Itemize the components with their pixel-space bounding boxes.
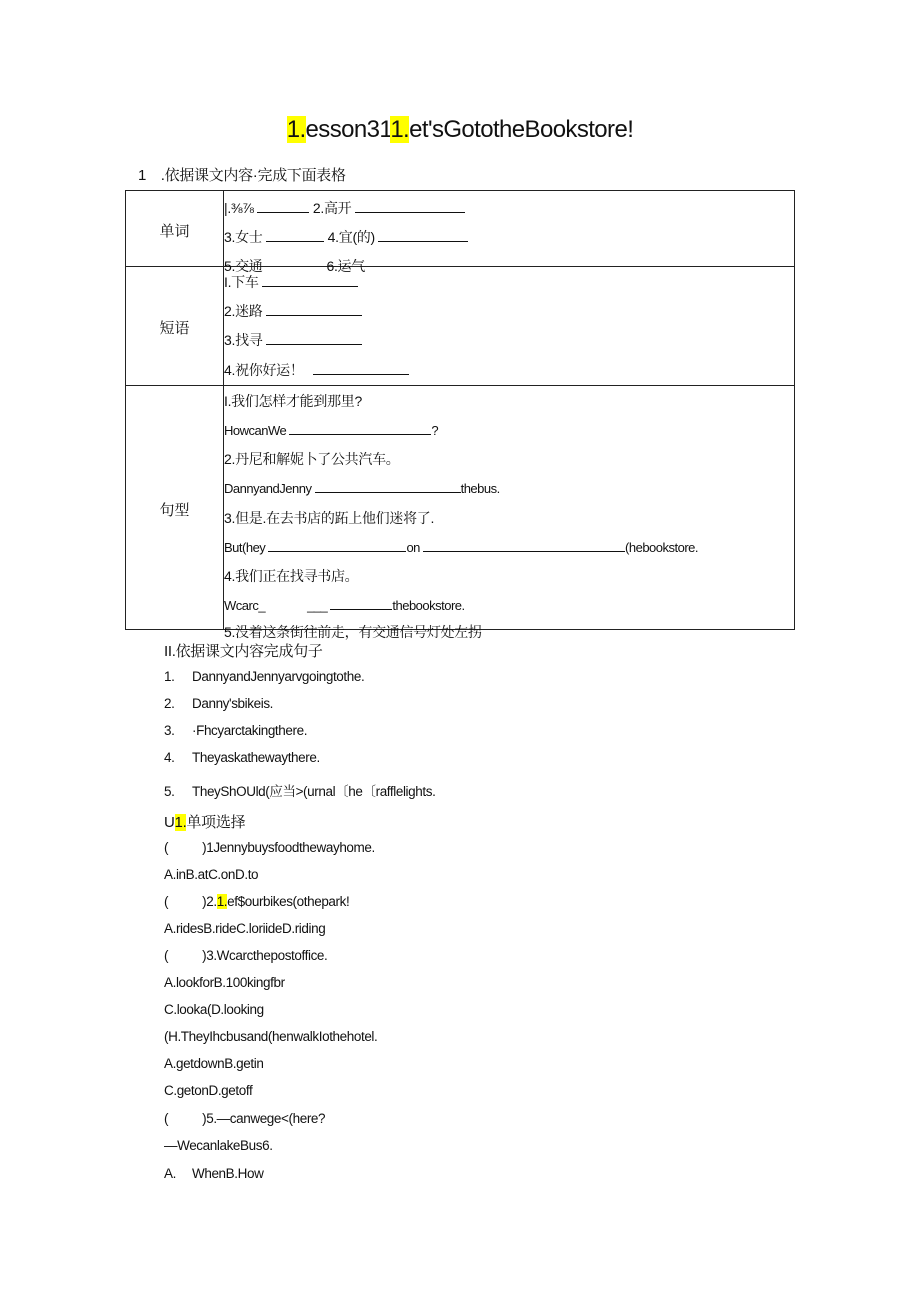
question-highlight: 1.: [216, 894, 228, 909]
sentence-en-2: [224, 480, 500, 496]
section3-heading: [164, 811, 245, 832]
phrase-line-1: [224, 272, 358, 292]
answer-blank[interactable]: [330, 597, 392, 610]
page-title: [0, 116, 920, 144]
sentence-en-3: [224, 539, 698, 555]
sentence-fragment: (hebookstore.: [625, 540, 699, 555]
section2-item-2: [164, 696, 273, 711]
title-text-1: esson31: [305, 116, 391, 143]
item-text: DannyandJennyarvgoingtothe.: [192, 669, 365, 684]
option-text: WhenB.How: [192, 1166, 264, 1181]
answer-paren-close: ): [202, 894, 207, 909]
words-cell: [224, 191, 794, 274]
question-5-answer: —WecanlakeBus6.: [164, 1138, 273, 1153]
answer-blank[interactable]: [262, 274, 358, 287]
sentence-cn-1: I.我们怎样才能到那里?: [224, 393, 362, 409]
word-prompt: 6.运气: [326, 258, 365, 274]
word-prompt: 4.宜(的): [327, 229, 375, 245]
words-line-1: [224, 198, 465, 218]
sentence-fragment: But(hey: [224, 540, 266, 555]
answer-blank[interactable]: [266, 332, 362, 345]
answer-blank[interactable]: [355, 200, 465, 213]
item-text: Danny'sbikeis.: [192, 696, 274, 711]
answer-paren-close: ): [202, 840, 207, 855]
item-text: ·Fhcyarctakingthere.: [192, 723, 308, 738]
answer-blank[interactable]: [378, 229, 468, 242]
words-line-2: [224, 227, 468, 247]
sentence-fragment: Wcarc_: [224, 598, 266, 613]
section2-item-4: [164, 750, 320, 765]
item-text: Theyaskathewaythere.: [192, 750, 320, 765]
item-number: 1.: [164, 669, 175, 684]
item-number: 4.: [164, 750, 175, 765]
question-1: [164, 840, 375, 855]
question-4-options-a: A.getdownB.getin: [164, 1056, 264, 1071]
answer-paren-close: ): [202, 1111, 207, 1126]
item-number: 3.: [164, 723, 175, 738]
question-4-options-b: C.getonD.getoff: [164, 1083, 253, 1098]
title-text-2: et'sGototheBookstore!: [409, 116, 634, 143]
answer-paren-open: (: [164, 1111, 169, 1126]
phrase-prompt: 3.找寻: [224, 332, 263, 348]
item-number: 2.: [164, 696, 175, 711]
phrase-prompt: 4.祝你好运！: [224, 362, 304, 378]
question-text: 1Jennybuysfoodthewayhome.: [206, 840, 375, 855]
sentence-fragment: thebookstore.: [392, 598, 465, 613]
option-label: A.: [164, 1166, 176, 1181]
question-text: ef$ourbikes(othepark!: [227, 894, 350, 909]
sentence-fragment: HowcanWe: [224, 423, 287, 438]
sentences-cell: [224, 386, 794, 640]
phrase-line-4: [224, 360, 409, 380]
question-text: 3.Wcarcthepostoffice.: [206, 948, 328, 963]
sentence-fragment: ___: [307, 598, 331, 613]
question-1-options: A.inB.atC.onD.to: [164, 867, 259, 882]
question-text: 5.—canwege<(here?: [206, 1111, 326, 1126]
answer-paren-open: (: [164, 948, 169, 963]
title-highlight-2: 1.: [390, 116, 410, 143]
question-2: [164, 894, 349, 909]
answer-blank[interactable]: [266, 303, 362, 316]
row-label-words: 单词: [159, 223, 190, 240]
question-number: 2.: [206, 894, 217, 909]
question-2-options: A.ridesB.rideC.loriideD.riding: [164, 921, 326, 936]
sentence-fragment: on: [406, 540, 420, 555]
phrase-line-2: [224, 301, 362, 321]
answer-blank[interactable]: [257, 200, 309, 213]
question-3-options-a: A.lookforB.100kingfbr: [164, 975, 285, 990]
answer-blank[interactable]: [268, 539, 406, 552]
row-label-sentences: 句型: [159, 502, 190, 519]
question-4: (H.TheyIhcbusand(henwalkIothehotel.: [164, 1029, 378, 1044]
item-number: 5.: [164, 784, 175, 799]
sentence-fragment: ?: [431, 423, 439, 438]
sentence-cn-2: 2.丹尼和解妮卜了公共汽车。: [224, 451, 400, 467]
section2-item-1: [164, 669, 364, 684]
sentence-en-1: [224, 422, 438, 438]
answer-paren-open: (: [164, 894, 169, 909]
word-prompt: 3.女士: [224, 229, 263, 245]
item-text: TheyShOUld(应当>(urnal〔he〔rafflelights.: [192, 784, 436, 799]
heading-highlight: 1.: [174, 814, 187, 831]
title-highlight-1: 1.: [286, 116, 306, 143]
word-prompt: 5.交通: [224, 258, 263, 274]
answer-blank[interactable]: [315, 480, 461, 493]
answer-blank[interactable]: [266, 229, 324, 242]
word-prompt: 2.高开: [312, 200, 352, 216]
phrase-prompt: I.下车: [224, 274, 259, 290]
answer-paren-open: (: [164, 840, 169, 855]
section1-heading: 1 .依据课文内容·完成下面表格: [138, 167, 346, 184]
vocab-table: [125, 190, 795, 640]
heading-fragment: 单项选择: [186, 814, 246, 831]
sentence-cn-5: 5.没着这条街往前走，有交通信号灯处左拐: [224, 624, 482, 640]
question-3: [164, 948, 327, 963]
heading-fragment: U: [164, 814, 175, 831]
phrases-cell: [224, 267, 794, 385]
sentence-cn-4: 4.我们正在找寻书店。: [224, 568, 359, 584]
phrase-line-3: [224, 330, 362, 350]
section2-item-5: [164, 780, 435, 800]
section2-item-3: [164, 723, 307, 738]
question-5-options: [164, 1166, 263, 1181]
question-3-options-b: C.looka(D.looking: [164, 1002, 264, 1017]
question-5: [164, 1111, 325, 1126]
answer-blank[interactable]: [289, 422, 431, 435]
sentence-fragment: DannyandJenny: [224, 481, 312, 496]
section2-heading: II.依据课文内容完成句子: [164, 643, 323, 660]
sentence-en-4: [224, 597, 465, 613]
word-prompt: |.⅜⅞: [224, 200, 254, 216]
answer-blank[interactable]: [423, 539, 625, 552]
sentence-cn-3: 3.但是.在去书店的跖上他们迷将了.: [224, 510, 435, 526]
phrase-prompt: 2.迷路: [224, 303, 263, 319]
sentence-fragment: thebus.: [460, 481, 500, 496]
answer-blank[interactable]: [313, 362, 409, 375]
answer-paren-close: ): [202, 948, 207, 963]
row-label-phrases: 短语: [159, 320, 190, 337]
